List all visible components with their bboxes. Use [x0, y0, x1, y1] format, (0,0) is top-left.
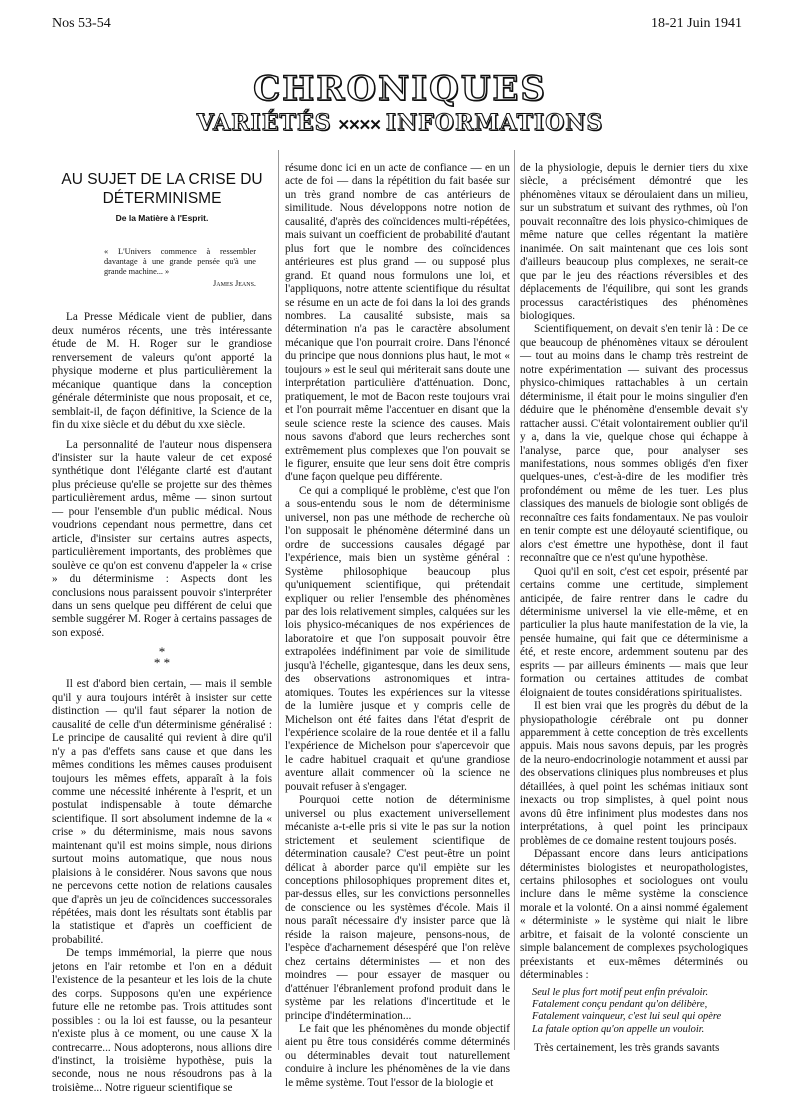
verse-line: Fatalement conçu pendant qu'on délibère,: [532, 998, 708, 1010]
epigraph-quote: « L'Univers commence à ressembler davantage à une grande pensée qu'à une grande machine... »: [104, 247, 256, 277]
paragraph: résume donc ici en un acte de confiance — en un acte de foi — dans la répétition du fait basée sur un très grand nombre de cas antérieurs de similitude. Nous développons notre notion de causalité, d'après des coïncidences multi-répétées, mais suivant un coefficient de probabilité d'autant plus fort que le nombre des coïncidences antérieures est plus grand — ou supposé plus grand. Et quand nous formulons une loi, et l'appliquons, notre attente scientifique du résultat se résume en un acte de foi dans la loi des grands nombres. La causalité subsiste, mais sa détermination n'a pas le caractère absolument mécanique que l'on pourrait croire. Dans l'énoncé du principe que nous donnions plus haut, le mot « toujours » est le seul qui mériterait sans doute une interprétation particulière d'atténuation. Donc, pratiquement, le mot de Bacon reste toujours vrai et l'on pourrait même l'accentuer en disant que la seule science reste la science des causes. Mais nous savons d'abord que leurs recherches sont extrêmement plus complexes que l'on pouvait se le figurer, ensuite que leur sens doit être compris d'une façon quelque peu différente.: [285, 162, 510, 484]
masthead-subtitle: [0, 110, 800, 138]
masthead-ornament: ✕✕✕✕: [337, 116, 380, 134]
masthead-varietes: VARIÉTÉS: [196, 110, 332, 136]
page-header: [52, 16, 742, 36]
paragraph: Le fait que les phénomènes du monde objectif aient pu être tous considérés comme déterminés ou déterminables devait tout naturellement conduire à inclure les phénomènes de la vie dans le même système. Tout l'essor de la biologie et: [285, 1023, 510, 1089]
column-divider: [514, 150, 515, 1050]
issue-number: Nos 53-54: [52, 16, 111, 31]
column-1: [52, 164, 272, 1095]
verse-line: Seul le plus fort motif peut enfin prévaloir.: [532, 986, 709, 998]
paragraph: De temps immémorial, la pierre que nous jetons en l'air retombe et l'on en a déduit l'existence de la pesanteur et les lois de la chute des corps. Supposons qu'en une expérience future elle ne retombe pas. Trois attitudes sont possibles : ou la loi est fausse, ou la pesanteur n'existe plus à ce moment, ou une cause X la contrecarre... Nous adopterons, nous allions dire d'instinct, la troisième hypothèse, puis la seconde, nous ne nous résoudrons pas à la troisième... Notre rigueur scientifique se: [52, 947, 272, 1094]
column-divider: [278, 150, 279, 1050]
paragraph: Très certainement, les très grands savants: [534, 1041, 720, 1054]
verse-line: La fatale option qu'on appelle un vouloir.: [532, 1023, 705, 1035]
epigraph: [104, 247, 256, 289]
paragraph: Dépassant encore dans leurs anticipations déterministes biologistes et neuropathologistes, certains philosophes et sociologues ont voulu inclure dans le même système la conscience morale et la volonté. On a ainsi nommé également « déterministe » le système qui niait le libre arbitre, et faisait de la volonté consciente un simple balancement de complexes psychologiques préexistants et eux-mêmes déterminés ou déterminables :: [520, 848, 748, 982]
epigraph-author: James Jeans.: [213, 279, 256, 289]
column-3: [520, 162, 748, 1055]
masthead-informations: INFORMATIONS: [385, 110, 604, 136]
paragraph: Il est d'abord bien certain, — mais il semble qu'il y aura toujours intérêt à insister sur cette distinction — qu'il faut séparer la notion de causalité de celle d'un déterminisme généralisé : Le principe de causalité qui revient à dire qu'il n'y a pas d'effets sans cause et que dans les mêmes conditions les mêmes causes produisent toujours les mêmes effets, apparaît à la fois comme une nécessité inhérente à l'esprit, et un postulat indispensable à toute démarche scientifique. Il sort absolument indemne de la « crise » du déterminisme, mais nous savons maintenant qu'il est moins simple, nous dirions surtout moins automatique, que nous nous plaisions à le considérer. Nous savons que nous ne percevons cette notion de relations causales que d'après un jeu de coïncidences successorales répétées, mais dont les résultats sont établis par la statistique et d'après un coefficient de probabilité.: [52, 678, 272, 946]
verse-line: Fatalement vainqueur, c'est lui seul qui opère: [532, 1011, 722, 1023]
paragraph: Ce qui a compliqué le problème, c'est que l'on a sous-entendu sous le nom de déterminisme universel, non pas une méthode de recherche où l'on supposait le phénomène déterminé dans un ordre de successions causales dégagé par l'expérience, mais bien un système général : Système philosophique beaucoup plus qu'uniquement scientifique, qui prétendait expliquer ou relier l'ensemble des phénomènes par des lois relativement simples, calquées sur les lois physico-mécaniques de nos expériences de laboratoire et que l'on supposait pouvoir être extrapolées indéfiniment par voie de similitude jusqu'à l'échelle, gigantesque, dans les deux sens, des observations astronomiques et intra-atomiques. Toutes les expériences sur la vitesse de la lumière jusque et y compris celle de Michelson ont été faites dans l'état d'esprit de l'expérience scolaire de la roue dentée et il a fallu l'expérience de Michelson pour s'apercevoir que le cadre habituel craquait et qu'une grandiose aventure allait commencer où la science ne pouvait refuser à s'engager.: [285, 484, 510, 793]
paragraph: Scientifiquement, on devait s'en tenir là : De ce que beaucoup de phénomènes vitaux se déroulent — tout au moins dans le champ très restreint de notre expérimentation — suivant des processus physico-chimiques rattachables à un certain déterminisme, il était pour le moins singulier d'en déduire que le phénomène d'ensemble devait s'y rattacher aussi. C'était volontairement oublier qu'il y a, dans la vie, quelque chose qui échappe à l'analyse, parce que, pour analyser ses manifestations, nous sommes obligés d'en fixer quelques-unes, c'est-à-dire de les modifier très profondément ou même de les tuer. Les plus classiques des manuels de biologie sont obligés de reconnaître ces faits fondamentaux. Ne pas vouloir en tenir compte est une déloyauté scientifique, ou alors c'est émettre une hypothèse, dont il faut reconnaître que ce n'est qu'une hypothèse.: [520, 323, 748, 565]
verse-quote: [520, 987, 748, 1036]
paragraph: Il est bien vrai que les progrès du début de la physiopathologie cérébrale ont pu donner apparemment à cette conception de très excellents appuis. Mais nous savons depuis, par les progrès de la neuro-endocrinologie notamment et aussi par des observations cliniques plus nombreuses et plus détaillées, à quel point les schémas initiaux sont inexacts ou trop simplistes, à quel point nous avons dû être infiniment plus modestes dans nos interprétations, à quel point les principaux problèmes de ce domaine restent toujours posés.: [520, 700, 748, 847]
paragraph: Pourquoi cette notion de déterminisme universel ou plus exactement universellement mécaniste a-t-elle pris si vite le pas sur la notion strictement et seulement scientifique de détermination causale? C'est peut-être un point délicat à aborder parce qu'il empiète sur les conceptions philosophiques proprement dites et, par-dessus elles, sur les convictions personnelles de conscience ou les systèmes d'école. Mais il nous paraît nécessaire d'y insister parce que là réside la raison majeure, pensons-nous, de l'espèce d'acharnement désespéré que l'on relève chez certains déterministes — et non des moindres — pour essayer de masquer ou d'atténuer l'ébranlement profond produit dans le système par les relations d'incertitude et le principe d'indétermination...: [285, 794, 510, 1022]
masthead-title: CHRONIQUES: [253, 69, 547, 109]
article-subtitle: De la Matière à l'Esprit.: [115, 213, 209, 223]
paragraph: La Presse Médicale vient de publier, dans deux numéros récents, une très intéressante étude de M. H. Roger sur le grandiose renversement de valeurs qu'ont apporté la physique moderne et plus particulièrement la mécanique quantique dans la conception générale déterministe que nous proposait, et ce, semblait-il, de façon définitive, la Science de la fin du xixe siècle et du début du xxe siècle.: [52, 311, 272, 432]
paragraph: La personnalité de l'auteur nous dispensera d'insister sur la haute valeur de cet exposé synthétique dont l'élégante clarté est d'autant plus précieuse qu'elle se projette sur des thèmes particulièrement ardus, même — sinon surtout — pour l'ensemble d'un public médical. Nous voudrions cependant nous permettre, dans cet article, d'insister sur certains autres aspects, particulièrement importants, des problèmes que soulève ce qu'on est convenu d'appeler la « crise » du déterminisme : Aspects dont les conclusions nous paraissent pouvoir s'interpréter dans un sens quelque peu différent de celui que semble suggérer M. Roger à certains passages de son exposé.: [52, 438, 272, 639]
paragraph: de la physiologie, depuis le dernier tiers du xixe siècle, a précisément démontré que les phénomènes vitaux se déroulaient dans un milieu, sur un substratum et suivant des rythmes, où l'on pouvait reconnaître des lois physico-chimiques de même nature que celles régentant la matière inanimée. On sait maintenant que ces lois sont d'ailleurs beaucoup plus complexes, ne serait-ce que par le jeu des réactions réversibles et des déplacements de l'équilibre, qui sont les grands processus caractéristiques des phénomènes biologiques.: [520, 162, 748, 322]
masthead: [0, 70, 800, 138]
article-title: AU SUJET DE LA CRISE DU DÉTERMINISME: [61, 171, 263, 207]
column-2: [285, 162, 510, 1090]
issue-date: 18-21 Juin 1941: [651, 16, 742, 31]
paragraph: Quoi qu'il en soit, c'est cet espoir, présenté par certains comme une certitude, simplement anticipée, de faire rentrer dans le cadre du déterminisme universel la vie elle-même, et en particulier la plus haute manifestation de la vie, la pensée humaine, qui fait que ce déterminisme a été, et reste encore, ardemment soutenu par des esprits — par ailleurs éminents — mais que leur formation ou certaines attitudes de combat éloignaient de toutes considérations spiritualistes.: [520, 565, 748, 699]
section-stars: * * *: [153, 644, 171, 671]
